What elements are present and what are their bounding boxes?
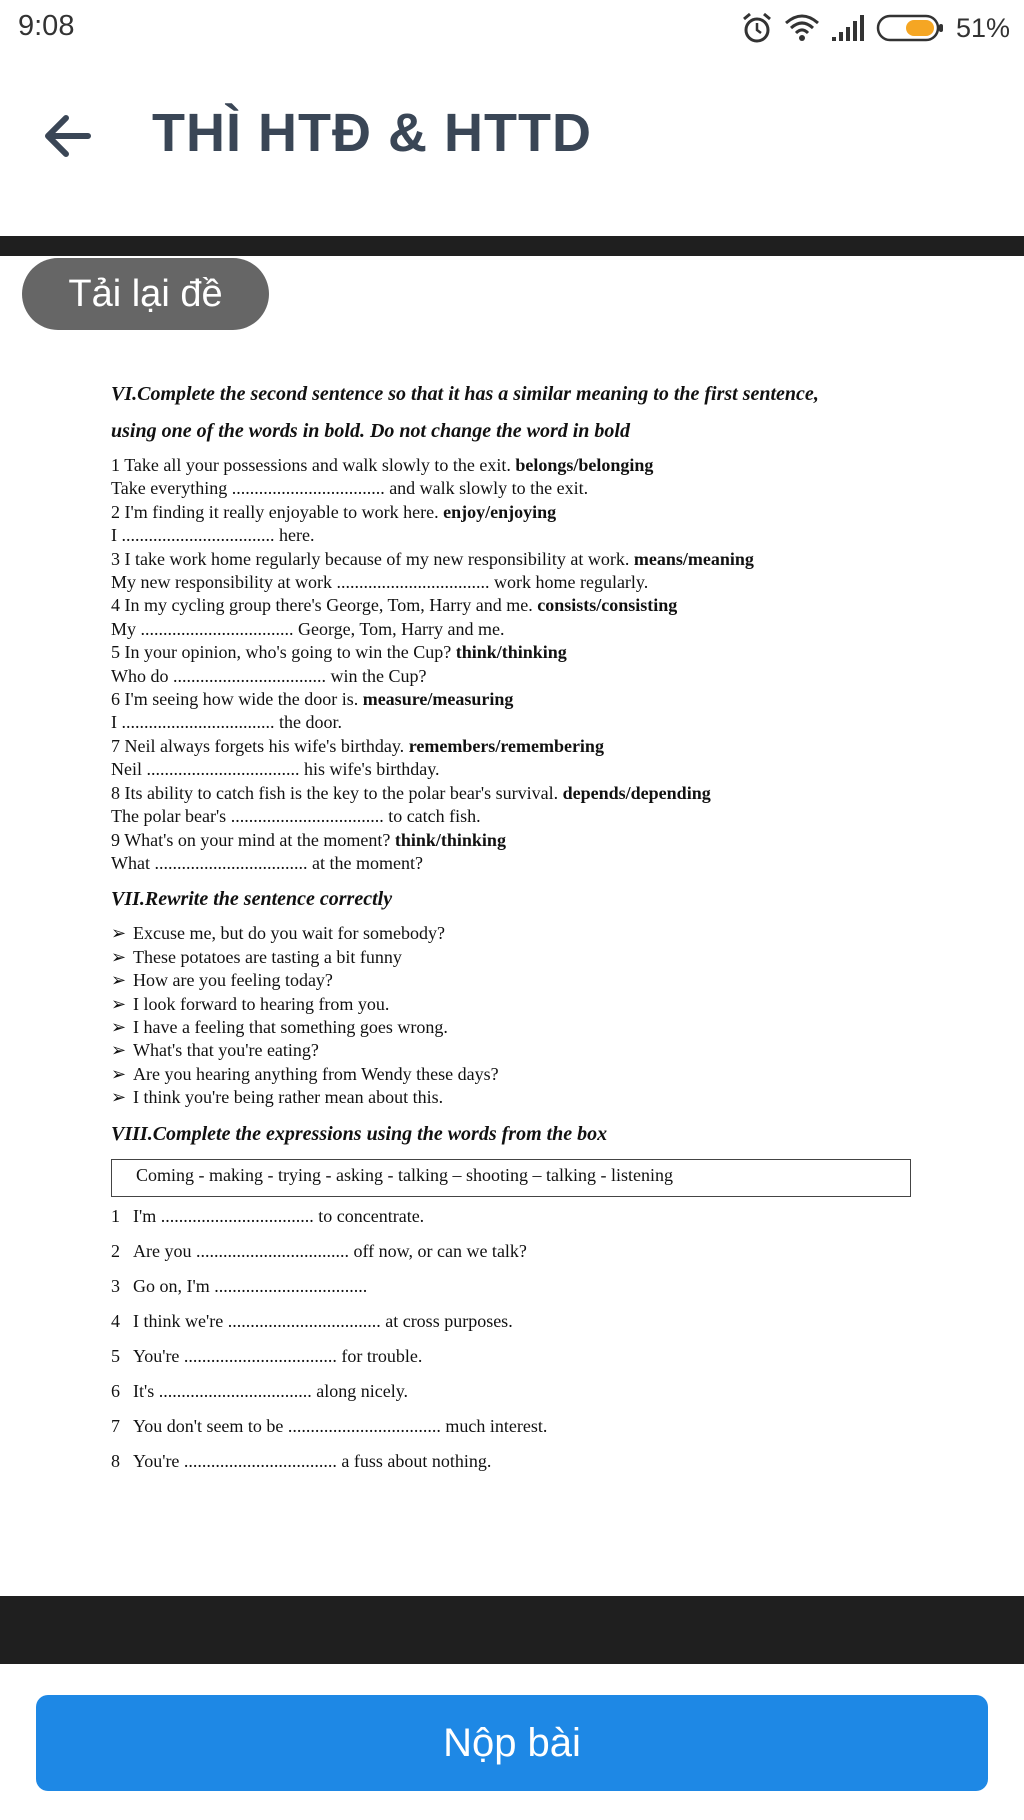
reload-exam-button[interactable]: Tải lại đề <box>22 258 269 330</box>
bullet-arrow-icon: ➢ <box>111 1063 127 1084</box>
bold-keyword: belongs/belonging <box>515 455 654 475</box>
bullet-text: What's that you're eating? <box>133 1040 319 1061</box>
expression-text: You don't seem to be .................................. much interest. <box>133 1415 548 1436</box>
app-bar <box>0 56 1024 236</box>
question-line <box>111 548 921 571</box>
question-sentence: Its ability to catch fish is the key to the polar bear's survival. <box>124 782 559 803</box>
question-sentence: Take all your possessions and walk slowly to the exit. <box>124 455 511 475</box>
section-6-heading-line-1: VI.Complete the second sentence so that it has a similar meaning to the first sentence, <box>111 383 819 405</box>
expression-text: Are you .................................. off now, or can we talk? <box>133 1240 527 1261</box>
bullet-item <box>111 993 921 1016</box>
bullet-item <box>111 1039 921 1062</box>
bullet-text: Are you hearing anything from Wendy these days? <box>133 1063 499 1084</box>
question-sentence: I'm finding it really enjoyable to work here. <box>124 501 439 522</box>
expression-text: You're .................................. for trouble. <box>133 1345 423 1366</box>
bullet-text: Excuse me, but do you wait for somebody? <box>133 923 445 944</box>
question-sentence: Neil always forgets his wife's birthday. <box>124 735 405 756</box>
rewrite-line: What .................................. at the moment? <box>111 852 423 873</box>
bullet-text: How are you feeling today? <box>133 970 333 991</box>
question-sentence: In my cycling group there's George, Tom, Harry and me. <box>124 595 533 616</box>
question-sentence: In your opinion, who's going to win the Cup? <box>124 642 452 663</box>
question-number: 5 <box>111 642 120 663</box>
question-line <box>111 829 921 852</box>
expression-item <box>111 1339 921 1374</box>
bullet-arrow-icon: ➢ <box>111 993 127 1014</box>
bullet-text: I look forward to hearing from you. <box>133 993 390 1014</box>
exam-document <box>111 376 921 1479</box>
page-title: THÌ HTĐ & HTTD <box>152 103 592 163</box>
section-6-list <box>111 454 921 875</box>
bold-keyword: depends/depending <box>562 782 711 803</box>
question-number: 8 <box>111 782 120 803</box>
question-sentence: I take work home regularly because of my new responsibility at work. <box>124 548 630 569</box>
rewrite-line: My .................................. George, Tom, Harry and me. <box>111 618 505 639</box>
question-line <box>111 501 921 524</box>
expression-item <box>111 1199 921 1234</box>
bullet-text: I have a feeling that something goes wrong. <box>133 1016 448 1037</box>
expression-item <box>111 1444 921 1479</box>
bold-keyword: think/thinking <box>455 642 567 663</box>
section-6-heading-line-2: using one of the words in bold. Do not change the word in bold <box>111 420 630 442</box>
question-sentence: What's on your mind at the moment? <box>124 829 391 850</box>
status-icons <box>730 10 1010 46</box>
status-bar <box>0 0 1024 56</box>
bold-keyword: think/thinking <box>394 829 506 850</box>
bullet-arrow-icon: ➢ <box>111 1016 127 1037</box>
bullet-item <box>111 922 921 945</box>
expression-number: 3 <box>111 1275 120 1296</box>
expression-number: 5 <box>111 1345 120 1366</box>
bullet-arrow-icon: ➢ <box>111 1040 127 1061</box>
expression-number: 6 <box>111 1380 120 1401</box>
section-8-heading: VIII.Complete the expressions using the words from the box <box>111 1122 608 1145</box>
question-sentence: I'm seeing how wide the door is. <box>124 689 359 710</box>
bullet-text: These potatoes are tasting a bit funny <box>133 946 402 967</box>
expression-text: I think we're .................................. at cross purposes. <box>133 1310 513 1331</box>
wifi-icon <box>784 13 820 43</box>
status-time: 9:08 <box>18 10 75 42</box>
word-box: Coming - making - trying - asking - talking – shooting – talking - listening <box>111 1159 911 1197</box>
expression-number: 2 <box>111 1240 120 1261</box>
question-number: 7 <box>111 735 120 756</box>
expression-text: Go on, I'm .................................. <box>133 1275 368 1296</box>
expression-item <box>111 1234 921 1269</box>
expression-number: 4 <box>111 1310 120 1331</box>
bullet-arrow-icon: ➢ <box>111 923 127 944</box>
bold-keyword: consists/consisting <box>537 595 678 616</box>
bullet-item <box>111 1016 921 1039</box>
bullet-item <box>111 1063 921 1086</box>
bold-keyword: enjoy/enjoying <box>443 501 557 522</box>
expression-item <box>111 1409 921 1444</box>
section-6-heading <box>111 376 921 450</box>
question-line <box>111 454 921 477</box>
submit-button[interactable]: Nộp bài <box>36 1695 988 1791</box>
question-line <box>111 688 921 711</box>
bold-keyword: means/meaning <box>633 548 754 569</box>
question-line <box>111 782 921 805</box>
bullet-arrow-icon: ➢ <box>111 1087 127 1108</box>
rewrite-line: Who do .................................. win the Cup? <box>111 665 427 686</box>
bold-keyword: measure/measuring <box>362 689 514 710</box>
alarm-icon <box>740 11 774 45</box>
rewrite-line: Take everything .................................. and walk slowly to the exit. <box>111 478 589 499</box>
expression-text: I'm .................................. to concentrate. <box>133 1205 425 1226</box>
section-7-list <box>111 922 921 1109</box>
bullet-item <box>111 1086 921 1109</box>
rewrite-line: I .................................. the door. <box>111 712 342 733</box>
bullet-arrow-icon: ➢ <box>111 970 127 991</box>
section-8-list <box>111 1199 921 1479</box>
question-line <box>111 735 921 758</box>
expression-item <box>111 1304 921 1339</box>
rewrite-line: My new responsibility at work .................................. work home regularly. <box>111 572 649 593</box>
bold-keyword: remembers/remembering <box>408 735 604 756</box>
divider-band <box>0 236 1024 256</box>
question-number: 9 <box>111 829 120 850</box>
rewrite-line: I .................................. here. <box>111 525 315 546</box>
question-number: 2 <box>111 501 120 522</box>
question-line <box>111 594 921 617</box>
bullet-text: I think you're being rather mean about this. <box>133 1087 444 1108</box>
signal-icon <box>830 13 866 43</box>
question-number: 6 <box>111 689 120 710</box>
bullet-item <box>111 969 921 992</box>
expression-item <box>111 1269 921 1304</box>
expression-text: You're .................................. a fuss about nothing. <box>133 1450 492 1471</box>
question-number: 1 <box>111 455 120 475</box>
expression-number: 7 <box>111 1415 120 1436</box>
expression-number: 8 <box>111 1450 120 1471</box>
question-number: 3 <box>111 548 120 569</box>
expression-number: 1 <box>111 1205 120 1226</box>
bullet-arrow-icon: ➢ <box>111 946 127 967</box>
section-7-heading: VII.Rewrite the sentence correctly <box>111 888 393 911</box>
arrow-left-icon[interactable] <box>38 106 98 166</box>
question-line <box>111 641 921 664</box>
question-number: 4 <box>111 595 120 616</box>
rewrite-line: The polar bear's .................................. to catch fish. <box>111 806 481 827</box>
expression-text: It's .................................. along nicely. <box>133 1380 409 1401</box>
rewrite-line: Neil .................................. his wife's birthday. <box>111 759 440 780</box>
battery-icon <box>876 13 946 43</box>
footer-band <box>0 1596 1024 1664</box>
battery-percent: 51% <box>955 12 1010 43</box>
bullet-item <box>111 946 921 969</box>
expression-item <box>111 1374 921 1409</box>
